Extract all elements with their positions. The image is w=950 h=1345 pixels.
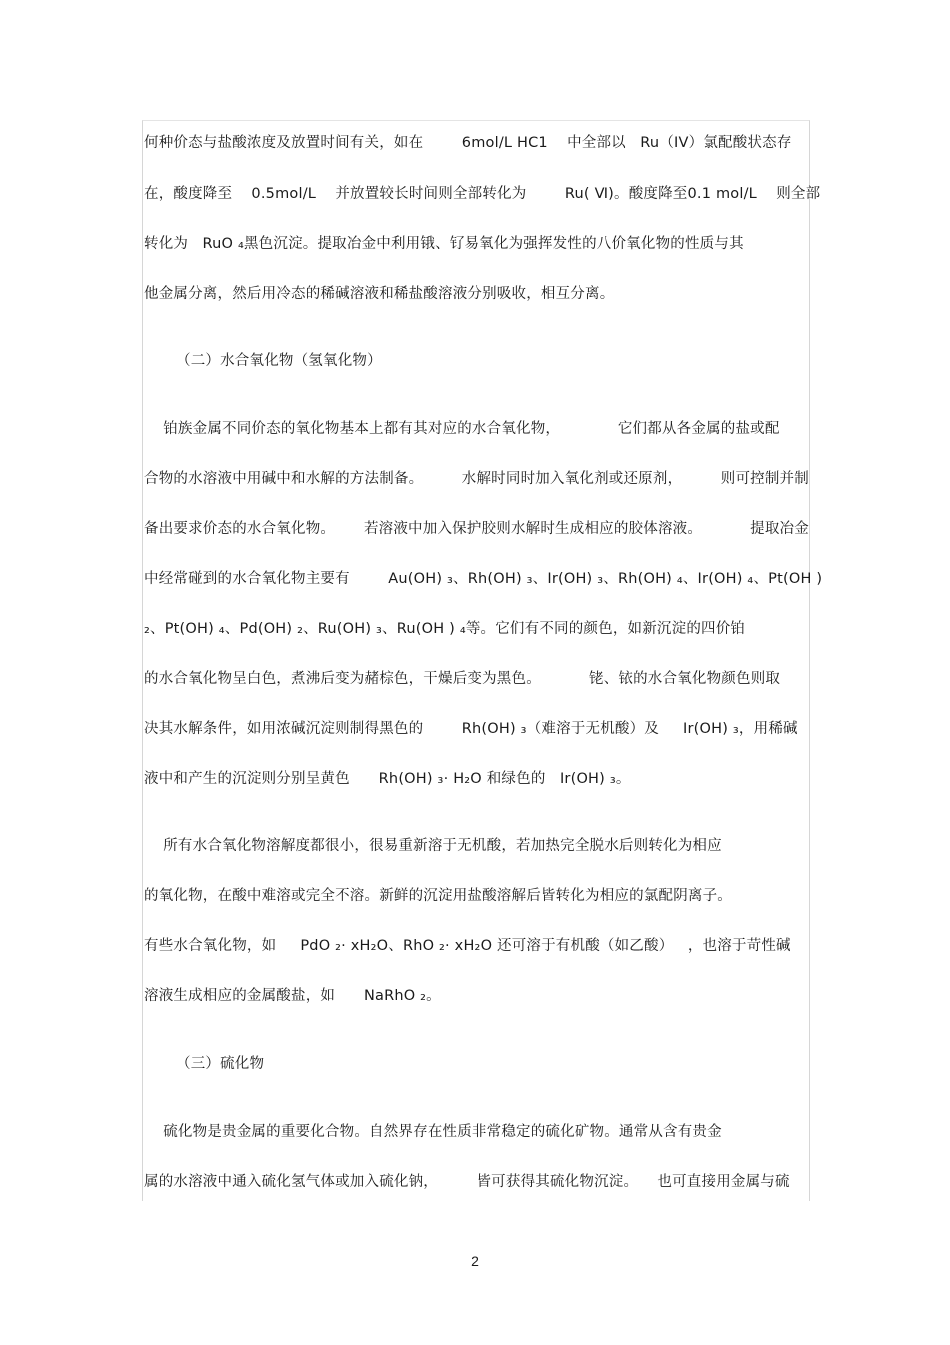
text-line: 液中和产生的沉淀则分别呈黄色 Rh(OH) ₃· H₂O 和绿色的 Ir(OH) ₃。: [144, 771, 631, 787]
text-line: 中经常碰到的水合氧化物主要有 Au(OH) ₃、Rh(OH) ₃、Ir(OH) ₃、Rh(OH) ₄、Ir(OH) ₄、Pt(OH ): [144, 571, 823, 587]
text-line: 硫化物是贵金属的重要化合物。自然界存在性质非常稳定的硫化矿物。通常从含有贵金: [144, 1124, 722, 1140]
page-number: 2: [471, 1253, 479, 1269]
text-line: 决其水解条件，如用浓碱沉淀则制得黑色的 Rh(OH) ₃（难溶于无机酸）及 Ir(OH) ₃，用稀碱: [144, 721, 798, 737]
text-line: 所有水合氧化物溶解度都很小，很易重新溶于无机酸，若加热完全脱水后则转化为相应: [144, 838, 722, 854]
text-line: 转化为 RuO ₄黑色沉淀。提取冶金中利用锇、钌易氧化为强挥发性的八价氧化物的性质与其: [144, 236, 744, 252]
text-line: 的水合氧化物呈白色，煮沸后变为赭棕色，干燥后变为黑色。 铑、铱的水合氧化物颜色则取: [144, 671, 781, 687]
text-line: ₂、Pt(OH) ₄、Pd(OH) ₂、Ru(OH) ₃、Ru(OH ) ₄等。它们有不同的颜色，如新沉淀的四价铂: [144, 621, 746, 637]
text-line: 备出要求价态的水合氧化物。 若溶液中加入保护胶则水解时生成相应的胶体溶液。 提取冶金: [144, 521, 809, 537]
text-line: 属的水溶液中通入硫化氢气体或加入硫化钠， 皆可获得其硫化物沉淀。 也可直接用金属与硫: [144, 1174, 790, 1190]
section-heading: （二）水合氧化物（氢氧化物）: [176, 353, 382, 369]
text-line: 铂族金属不同价态的氧化物基本上都有其对应的水合氧化物， 它们都从各金属的盐或配: [144, 421, 780, 437]
section-heading: （三）硫化物: [176, 1056, 265, 1072]
text-line: 的氧化物，在酸中难溶或完全不溶。新鲜的沉淀用盐酸溶解后皆转化为相应的氯配阴离子。: [144, 888, 732, 904]
page-border-frame: [142, 120, 810, 1201]
text-line: 何种价态与盐酸浓度及放置时间有关，如在 6mol/L HC1 中全部以 Ru（IV）氯配酸状态存: [144, 135, 792, 151]
text-line: 溶液生成相应的金属酸盐，如 NaRhO ₂。: [144, 988, 441, 1004]
text-line: 在，酸度降至 0.5mol/L 并放置较长时间则全部转化为 Ru( Ⅵ)。酸度降至0.1 mol/L 则全部: [144, 186, 821, 202]
text-line: 他金属分离，然后用冷态的稀碱溶液和稀盐酸溶液分别吸收，相互分离。: [144, 286, 615, 302]
text-line: 合物的水溶液中用碱中和水解的方法制备。 水解时同时加入氧化剂或还原剂， 则可控制并制: [144, 471, 809, 487]
text-line: 有些水合氧化物，如 PdO ₂· xH₂O、RhO ₂· xH₂O 还可溶于有机酸（如乙酸） ，也溶于苛性碱: [144, 938, 791, 954]
